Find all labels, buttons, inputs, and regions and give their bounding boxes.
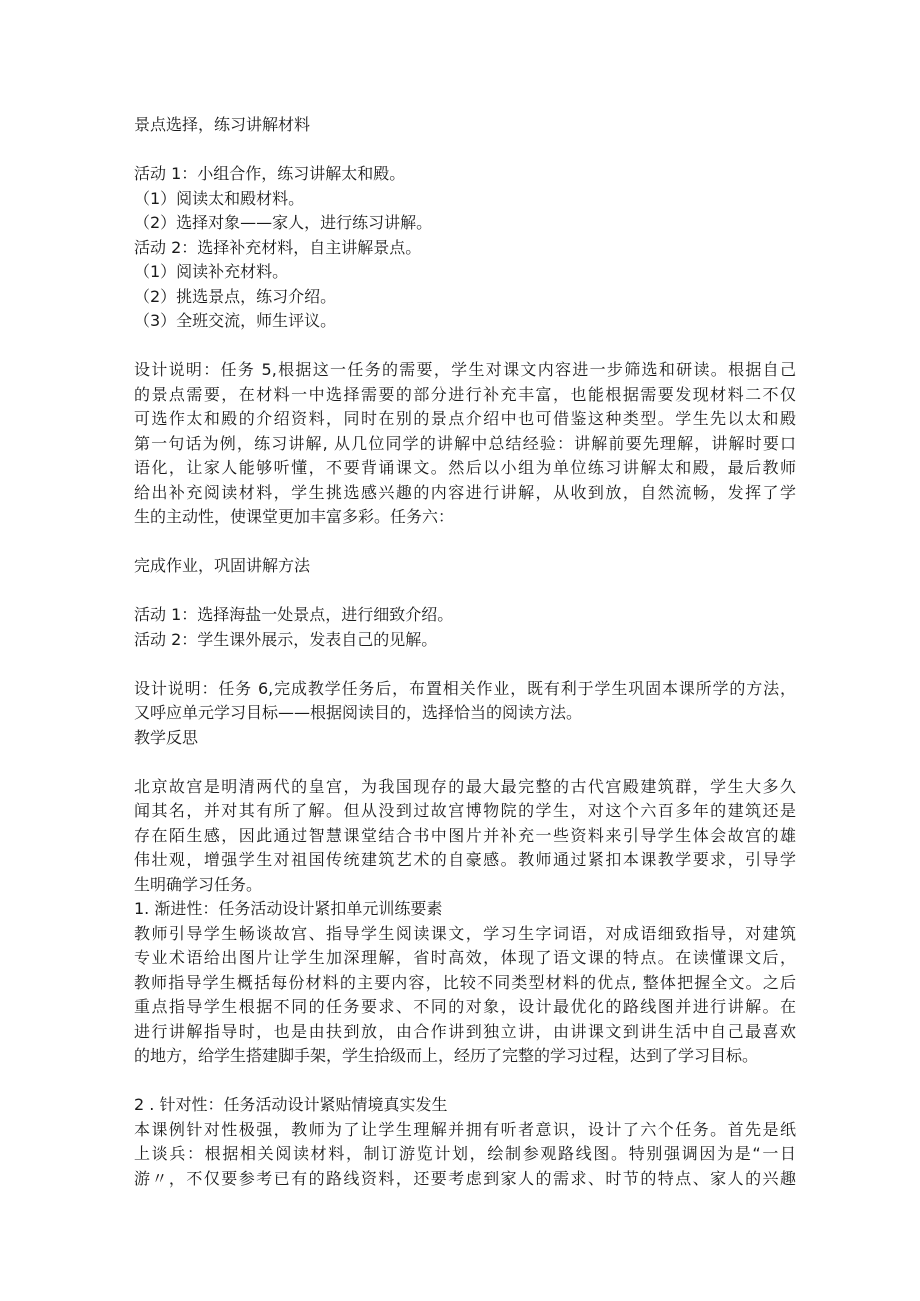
- task6-heading: 完成作业，巩固讲解方法: [134, 556, 311, 575]
- paragraph-line: 游〃，不仅要参考已有的路线资料，还要考虑到家人的需求、时节的特点、家人的兴趣: [134, 1168, 796, 1188]
- paragraph-line: 给出补充阅读材料，学生挑选感兴趣的内容进行讲解，从收到放，自然流畅，发挥了学: [134, 482, 796, 502]
- point-2-title: 2 . 针对性：任务活动设计紧贴情境真实发生: [134, 1095, 448, 1114]
- paragraph-line: 闻其名，并对其有所了解。但从没到过故宫博物院的学生，对这个六百多年的建筑还是: [134, 801, 796, 820]
- document-page: [134, 113, 796, 1191]
- paragraph-line: 的地方，给学生搭建脚手架，学生拾级而上，经历了完整的学习过程，达到了学习目标。: [134, 1046, 759, 1065]
- paragraph-line: 教师引导学生畅谈故宫、指导学生阅读课文，学习生字词语，对成语细致指导，对建筑: [134, 923, 796, 943]
- paragraph-line: 生的主动性，使课堂更加丰富多彩。任务六：: [134, 507, 455, 526]
- paragraph-line: 语化，让家人能够听懂，不要背诵课文。然后以小组为单位练习讲解太和殿，最后教师: [134, 458, 796, 477]
- task5-activity-2-step-2: （2）挑选景点，练习介绍。: [134, 286, 337, 306]
- task5-activity-1-step-2: （2）选择对象——家人，进行练习讲解。: [134, 213, 433, 232]
- task5-activity-2-step-1: （1）阅读补充材料。: [134, 262, 289, 281]
- paragraph-line: 进行讲解指导时，也是由扶到放，由合作讲到独立讲，由讲课文到讲生活中自己最喜欢: [134, 1021, 796, 1041]
- point-2-body: [134, 1118, 796, 1192]
- point-1-body: [134, 922, 796, 1069]
- paragraph-line: 设计说明：任务 6,完成教学任务后，布置相关作业，既有利于学生巩固本课所学的方法，: [134, 678, 796, 698]
- paragraph-line: 上谈兵：根据相关阅读材料，制订游览计划，绘制参观路线图。特别强调因为是“一日: [134, 1144, 796, 1163]
- task5-heading: 景点选择，练习讲解材料: [134, 115, 311, 134]
- paragraph-line: 教师指导学生概括每份材料的主要内容，比较不同类型材料的优点, 整体把握全文。之后: [134, 972, 796, 992]
- point-1-title: 1. 渐进性：任务活动设计紧扣单元训练要素: [134, 899, 443, 918]
- reflection-heading: 教学反思: [134, 727, 199, 747]
- paragraph-line: 存在陌生感，因此通过智慧课堂结合书中图片并补充一些资料来引导学生体会故宫的雄: [134, 825, 796, 845]
- paragraph-line: 生明确学习任务。: [134, 874, 263, 894]
- task6-design-note: [134, 677, 796, 726]
- task5-activity-1-step-1: （1）阅读太和殿材料。: [134, 188, 305, 208]
- paragraph-line: 重点指导学生根据不同的任务要求、不同的对象，设计最优化的路线图并进行讲解。在: [134, 997, 796, 1016]
- task5-activity-2: 活动 2：选择补充材料，自主讲解景点。: [134, 237, 422, 257]
- task6-activity-1: 活动 1：选择海盐一处景点，进行细致介绍。: [134, 605, 454, 624]
- paragraph-line: 北京故宫是明清两代的皇宫，为我国现存的最大最完整的古代宫殿建筑群，学生大多久: [134, 776, 796, 796]
- task5-activity-2-step-3: （3）全班交流，师生评议。: [134, 311, 337, 330]
- paragraph-line: 设计说明：任务 5,根据这一任务的需要，学生对课文内容进一步筛选和研读。根据自己: [134, 360, 796, 379]
- paragraph-line: 专业术语给出图片让学生加深理解，省时高效，体现了语文课的特点。在读懂课文后，: [134, 948, 796, 967]
- paragraph-line: 伟壮观，增强学生对祖国传统建筑艺术的自豪感。教师通过紧扣本课教学要求，引导学: [134, 850, 796, 869]
- paragraph-line: 可选作太和殿的介绍资料，同时在别的景点介绍中也可借鉴这种类型。学生先以太和殿: [134, 409, 796, 428]
- task5-design-note: [134, 358, 796, 530]
- paragraph-line: 的景点需要，在材料一中选择需要的部分进行补充丰富，也能根据需要发现材料二不仅: [134, 384, 796, 404]
- task6-activity-2: 活动 2：学生课外展示，发表自己的见解。: [134, 629, 438, 649]
- paragraph-line: 本课例针对性极强，教师为了让学生理解并拥有听者意识，设计了六个任务。首先是纸: [134, 1119, 796, 1139]
- paragraph-line: 又呼应单元学习目标——根据阅读目的，选择恰当的阅读方法。: [134, 703, 583, 722]
- reflection-intro: [134, 775, 796, 898]
- task5-activity-1: 活动 1：小组合作，练习讲解太和殿。: [134, 164, 406, 183]
- paragraph-line: 第一句话为例，练习讲解, 从几位同学的讲解中总结经验：讲解前要先理解，讲解时要口: [134, 433, 796, 453]
